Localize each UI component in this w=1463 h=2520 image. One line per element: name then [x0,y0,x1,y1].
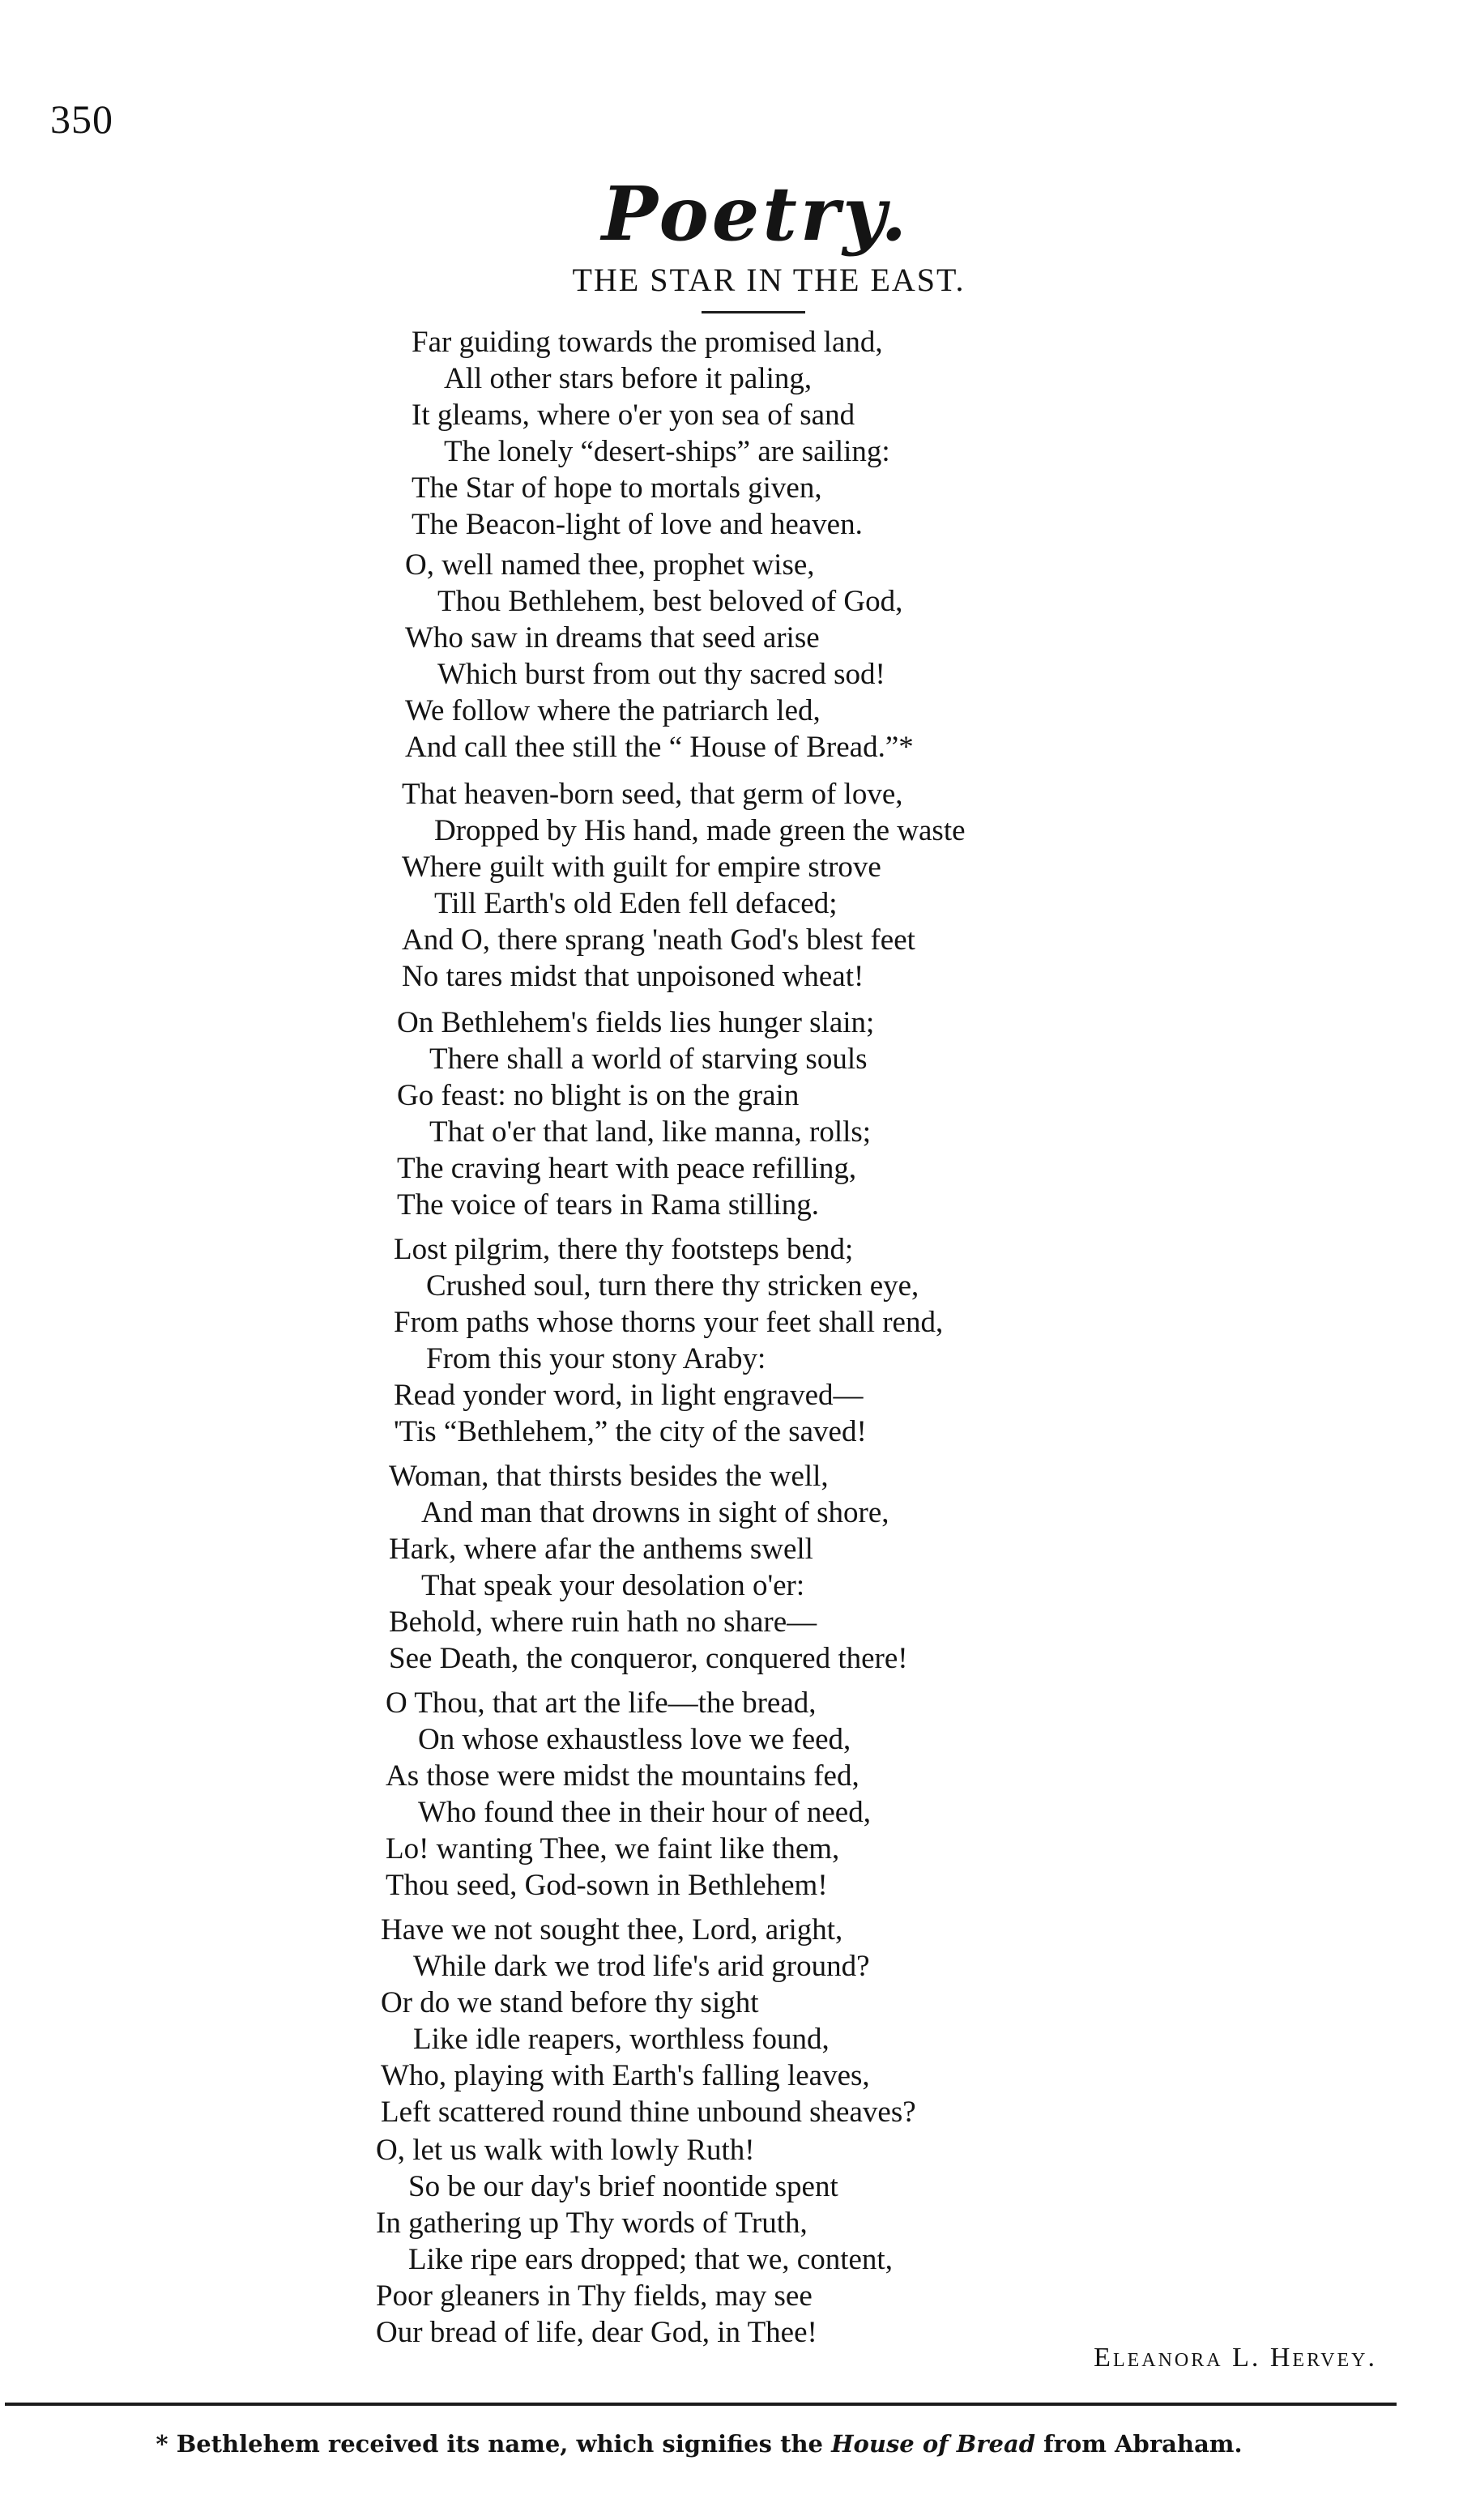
poem-line: So be our day's brief noontide spent [408,2170,838,2203]
poem-line: And call thee still the “ House of Bread.”* [405,731,914,764]
poem-line: O Thou, that art the life—the bread, [386,1686,817,1720]
section-heading: Poetry. [601,170,911,258]
footnote-divider [5,2403,1397,2406]
stanza-7 [386,1685,871,1904]
poem-title: THE STAR IN THE EAST. [572,262,966,298]
poem-line: The lonely “desert-ships” are sailing: [444,435,890,468]
poem-line: Go feast: no blight is on the grain [397,1079,800,1112]
poem-line: Far guiding towards the promised land, [412,326,883,359]
poem-line: From this your stony Araby: [426,1342,766,1375]
poem-line: Or do we stand before thy sight [381,1986,759,2019]
poem-line: O, well named thee, prophet wise, [405,548,815,582]
stanza-2 [405,547,914,765]
author-signature: Eleanora L. Hervey. [1094,2343,1377,2373]
stanza-4 [397,1004,874,1223]
footnote-text-before: Bethlehem received its name, which signifies the [176,2430,824,2458]
poem-line: Till Earth's old Eden fell defaced; [434,887,838,920]
poem-line: Have we not sought thee, Lord, aright, [381,1913,843,1946]
stanza-5 [394,1231,943,1450]
poem-line: We follow where the patriarch led, [405,694,821,727]
poem-line: Where guilt with guilt for empire strove [402,851,881,884]
poem-line: Left scattered round thine unbound sheaves? [381,2096,916,2129]
poem-line: On whose exhaustless love we feed, [418,1723,851,1756]
poem-line: Crushed soul, turn there thy stricken eye, [426,1269,919,1303]
poem-line: 'Tis “Bethlehem,” the city of the saved! [394,1415,867,1448]
stanza-1 [412,324,890,543]
poem-line: Who saw in dreams that seed arise [405,621,820,655]
poem-line: Who found thee in their hour of need, [418,1796,871,1829]
stanza-6 [389,1458,908,1677]
poem-line: Who, playing with Earth's falling leaves, [381,2059,870,2092]
poem-line: Thou Bethlehem, best beloved of God, [437,585,903,618]
page-number: 350 [50,96,113,142]
poem-line: Thou seed, God-sown in Bethlehem! [386,1869,828,1902]
stanza-8 [381,1912,916,2130]
poem-line: The voice of tears in Rama stilling. [397,1188,819,1222]
poem-line: Poor gleaners in Thy fields, may see [376,2279,813,2313]
poem-line: It gleams, where o'er yon sea of sand [412,399,855,432]
poem-line: See Death, the conqueror, conquered there! [389,1642,908,1675]
poem-line: That heaven-born seed, that germ of love, [402,778,903,811]
poem-line: In gathering up Thy words of Truth, [376,2207,808,2240]
poem-line: Woman, that thirsts besides the well, [389,1460,829,1493]
poem-line: Which burst from out thy sacred sod! [437,658,885,691]
poem-line: Hark, where afar the anthems swell [389,1533,813,1566]
poem-line: As those were midst the mountains fed, [386,1759,859,1793]
footnote-marker: * [156,2430,168,2458]
poem-line: Dropped by His hand, made green the waste [434,814,966,847]
poem-line: Like ripe ears dropped; that we, content, [408,2243,893,2276]
poem-line: All other stars before it paling, [444,362,813,395]
poem-line: And O, there sprang 'neath God's blest feet [402,923,915,957]
poem-line: Lost pilgrim, there thy footsteps bend; [394,1233,854,1266]
stanza-9 [376,2132,893,2351]
footnote-text-after: from Abraham. [1043,2430,1243,2458]
poem-line: That speak your desolation o'er: [421,1569,805,1602]
poem-line: That o'er that land, like manna, rolls; [429,1115,872,1149]
title-divider [702,311,805,313]
poem-line: The craving heart with peace refilling, [397,1152,857,1185]
poem-line: From paths whose thorns your feet shall rend, [394,1306,944,1339]
poem-line: On Bethlehem's fields lies hunger slain; [397,1006,875,1039]
poem-line: Our bread of life, dear God, in Thee! [376,2316,817,2349]
poem-line: The Star of hope to mortals given, [412,471,822,505]
poem-line: O, let us walk with lowly Ruth! [376,2134,755,2167]
footnote-emphasis: House of Bread [831,2430,1036,2458]
poem-line: The Beacon-light of love and heaven. [412,508,863,541]
poem-line: There shall a world of starving souls [429,1043,868,1076]
poem-line: Lo! wanting Thee, we faint like them, [386,1832,840,1865]
poem-line: Like idle reapers, worthless found, [413,2023,830,2056]
poem-line: Behold, where ruin hath no share— [389,1605,817,1639]
footnote [0,2430,1431,2458]
poem-line: And man that drowns in sight of shore, [421,1496,889,1529]
poem-line: No tares midst that unpoisoned wheat! [402,960,864,993]
poem-line: Read yonder word, in light engraved— [394,1379,864,1412]
stanza-3 [402,776,966,995]
poem-line: While dark we trod life's arid ground? [413,1950,870,1983]
